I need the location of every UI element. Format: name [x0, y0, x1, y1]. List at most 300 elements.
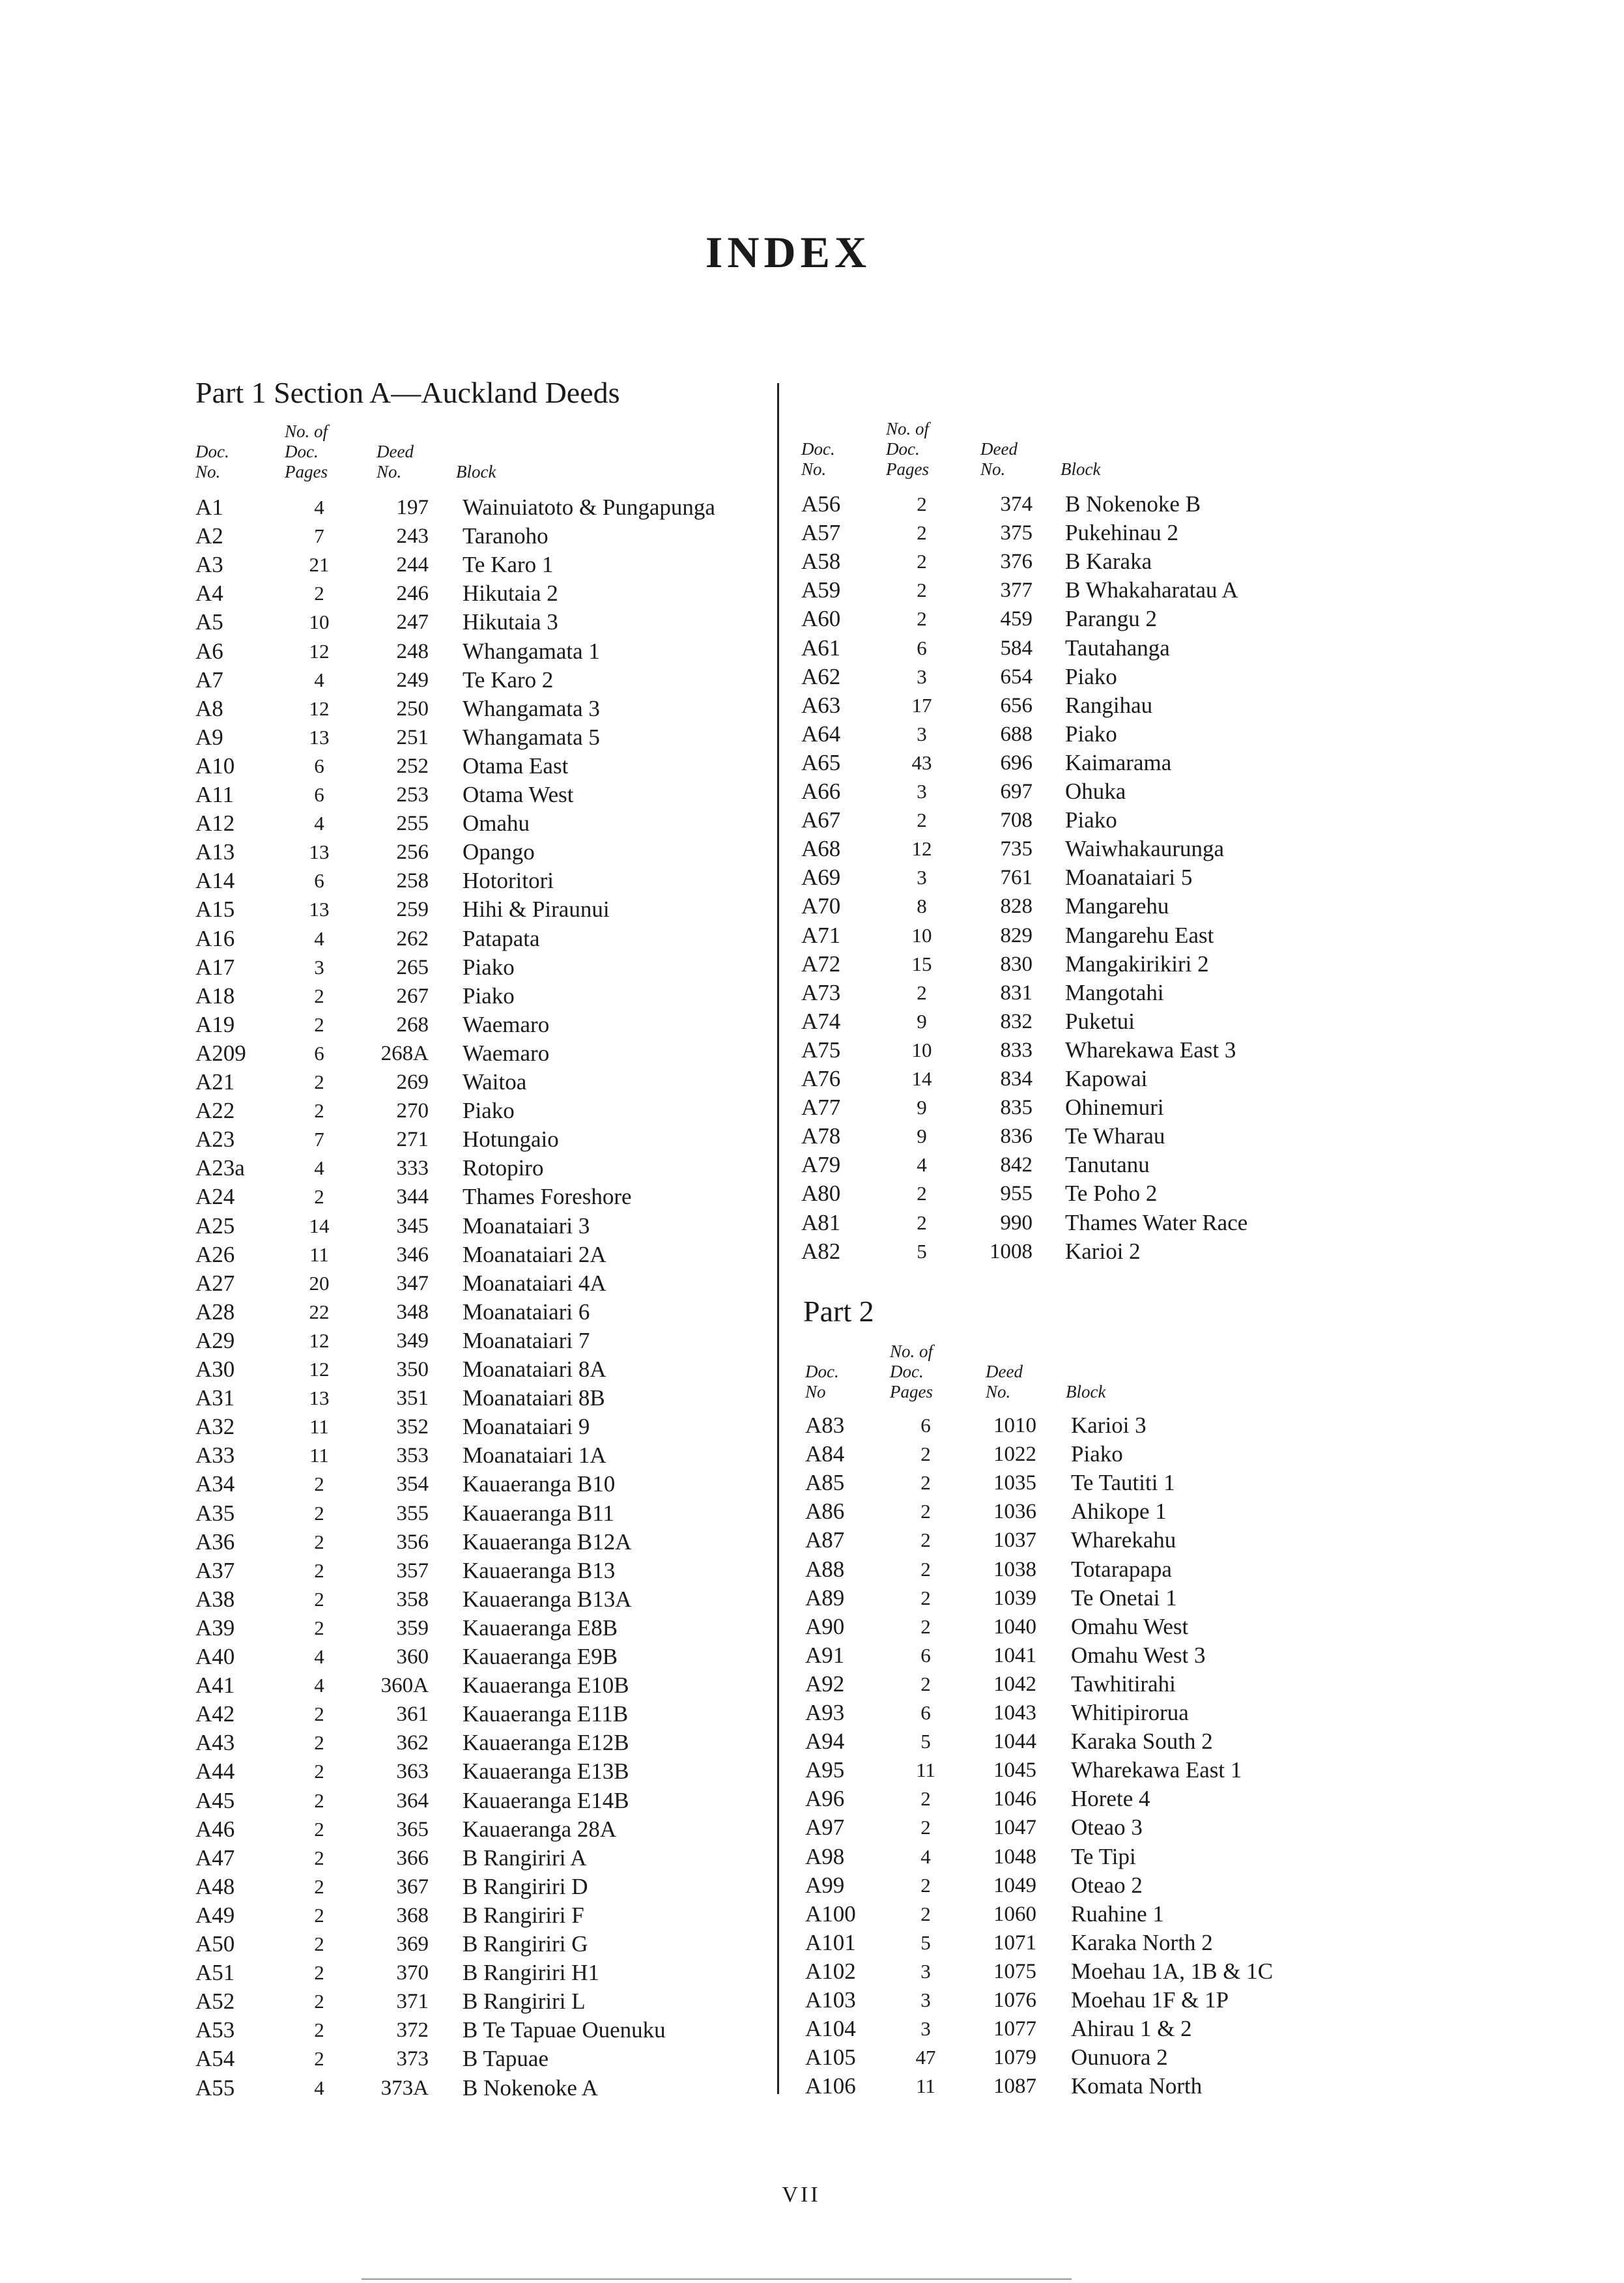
block-name: B Rangiriri A: [463, 1845, 587, 1871]
doc-pages: 2: [314, 1012, 324, 1036]
block-name: Moanataiari 4A: [463, 1270, 606, 1296]
deed-number: 360A: [380, 1674, 429, 1698]
doc-number: A89: [805, 1585, 845, 1611]
doc-pages: 2: [314, 2047, 324, 2071]
deed-number: 1035: [993, 1471, 1036, 1495]
doc-number: A36: [195, 1529, 235, 1555]
doc-number: A35: [195, 1500, 235, 1526]
deed-number: 252: [396, 754, 429, 778]
deed-number: 832: [1000, 1009, 1033, 1033]
block-name: Karaka South 2: [1071, 1729, 1213, 1755]
doc-number: A24: [195, 1184, 235, 1210]
deed-number: 1076: [993, 1989, 1036, 2012]
doc-number: A27: [195, 1270, 235, 1296]
doc-number: A18: [195, 983, 235, 1009]
doc-number: A77: [801, 1095, 841, 1121]
deed-number: 248: [396, 639, 429, 663]
doc-number: A90: [805, 1613, 845, 1639]
deed-number: 270: [396, 1099, 429, 1123]
deed-number: 373A: [380, 2076, 429, 2100]
doc-number: A52: [195, 1989, 235, 2015]
deed-number: 344: [396, 1185, 429, 1209]
doc-pages: 10: [309, 610, 330, 634]
doc-pages: 4: [314, 1156, 324, 1180]
deed-number: 761: [1000, 866, 1033, 890]
deed-number: 359: [396, 1616, 429, 1640]
deed-number: 828: [1000, 895, 1033, 919]
doc-number: A31: [195, 1385, 235, 1411]
deed-number: 1060: [993, 1902, 1036, 1926]
doc-number: A42: [195, 1701, 235, 1727]
block-name: Ohuka: [1065, 779, 1126, 804]
doc-pages: 2: [920, 1615, 931, 1638]
block-name: Kauaeranga E10B: [463, 1673, 629, 1699]
doc-pages: 8: [917, 895, 927, 918]
block-name: B Rangiriri D: [463, 1873, 588, 1899]
doc-pages: 2: [314, 582, 324, 605]
doc-pages: 6: [917, 636, 927, 659]
block-name: B Karaka: [1065, 549, 1152, 575]
doc-number: A56: [801, 491, 841, 517]
doc-number: A63: [801, 692, 841, 718]
block-name: Omahu: [463, 811, 530, 837]
doc-pages: 6: [920, 1414, 931, 1437]
deed-number: 697: [1000, 780, 1033, 803]
doc-pages: 2: [920, 1902, 931, 1925]
doc-number: A14: [195, 868, 235, 894]
doc-number: A38: [195, 1586, 235, 1612]
block-name: Piako: [463, 954, 515, 980]
block-name: B Nokenoke A: [463, 2075, 599, 2101]
deed-number: 347: [396, 1271, 429, 1295]
deed-number: 1048: [993, 1845, 1036, 1869]
block-name: Oteao 3: [1071, 1815, 1143, 1841]
deed-number: 376: [1000, 550, 1033, 574]
block-name: Waiwhakaurunga: [1065, 836, 1225, 862]
block-name: Kauaeranga B10: [463, 1471, 616, 1497]
doc-pages: 7: [314, 524, 324, 548]
doc-pages: 17: [911, 693, 932, 717]
header-deed-no: Deed No.: [980, 439, 1018, 479]
doc-number: A92: [805, 1671, 845, 1697]
deed-number: 656: [1000, 693, 1033, 717]
block-name: Oteao 2: [1071, 1872, 1143, 1898]
deed-number: 271: [396, 1128, 429, 1152]
block-name: B Rangiriri H1: [463, 1960, 599, 1986]
doc-number: A81: [801, 1209, 841, 1235]
doc-number: A47: [195, 1845, 235, 1871]
doc-pages: 2: [917, 550, 927, 573]
block-name: Te Poho 2: [1065, 1181, 1158, 1207]
deed-number: 830: [1000, 952, 1033, 976]
doc-number: A97: [805, 1815, 845, 1841]
block-name: Te Karo 2: [463, 667, 554, 693]
block-name: Hotoritori: [463, 868, 554, 894]
doc-pages: 4: [920, 1845, 931, 1868]
doc-number: A46: [195, 1816, 235, 1842]
header-doc-pages: No. of Doc. Pages: [285, 422, 328, 481]
doc-pages: 21: [309, 553, 330, 577]
column-divider: [777, 383, 779, 2094]
block-name: Thames Foreshore: [463, 1184, 632, 1210]
doc-pages: 2: [314, 1099, 324, 1123]
doc-pages: 10: [911, 1038, 932, 1061]
block-name: Wharekawa East 1: [1071, 1757, 1242, 1783]
deed-number: 1075: [993, 1959, 1036, 1983]
deed-number: 244: [396, 553, 429, 577]
doc-number: A5: [195, 609, 223, 635]
deed-number: 836: [1000, 1125, 1033, 1149]
block-name: Waemaro: [463, 1040, 550, 1066]
doc-number: A48: [195, 1873, 235, 1899]
doc-pages: 6: [314, 783, 324, 806]
doc-pages: 5: [920, 1730, 931, 1753]
doc-pages: 4: [314, 668, 324, 691]
block-name: Thames Water Race: [1065, 1209, 1248, 1235]
doc-pages: 7: [314, 1128, 324, 1151]
deed-number: 247: [396, 610, 429, 635]
deed-number: 253: [396, 783, 429, 807]
deed-number: 366: [396, 1846, 429, 1870]
doc-pages: 2: [917, 607, 927, 631]
block-name: Karioi 2: [1065, 1238, 1141, 1264]
doc-number: A86: [805, 1499, 845, 1525]
doc-number: A22: [195, 1098, 235, 1124]
doc-number: A93: [805, 1700, 845, 1725]
doc-pages: 10: [911, 923, 932, 947]
doc-pages: 2: [314, 1558, 324, 1582]
deed-number: 735: [1000, 837, 1033, 861]
deed-number: 842: [1000, 1153, 1033, 1177]
doc-pages: 5: [917, 1239, 927, 1263]
deed-number: 1045: [993, 1759, 1036, 1783]
deed-number: 375: [1000, 521, 1033, 545]
deed-number: 357: [396, 1558, 429, 1583]
deed-number: 358: [396, 1587, 429, 1611]
doc-pages: 4: [314, 496, 324, 519]
doc-number: A58: [801, 549, 841, 575]
doc-pages: 6: [314, 754, 324, 777]
doc-pages: 4: [314, 2076, 324, 2099]
block-name: Hihi & Piraunui: [463, 897, 610, 923]
doc-number: A78: [801, 1123, 841, 1149]
block-name: Tawhitirahi: [1071, 1671, 1176, 1697]
doc-number: A50: [195, 1931, 235, 1957]
block-name: Piako: [1071, 1441, 1123, 1467]
block-name: Ohinemuri: [1065, 1095, 1164, 1121]
doc-pages: 3: [917, 866, 927, 889]
doc-pages: 2: [314, 1903, 324, 1927]
doc-pages: 11: [916, 2075, 935, 2098]
doc-number: A98: [805, 1843, 845, 1869]
deed-number: 250: [396, 696, 429, 721]
block-name: Moanataiari 6: [463, 1299, 590, 1325]
doc-number: A100: [805, 1901, 856, 1927]
doc-pages: 4: [314, 812, 324, 835]
doc-pages: 12: [911, 837, 932, 861]
block-name: Mangakirikiri 2: [1065, 951, 1209, 977]
deed-number: 377: [1000, 579, 1033, 603]
block-name: Komata North: [1071, 2073, 1203, 2099]
block-name: Kauaeranga E12B: [463, 1730, 629, 1756]
page-number: VII: [782, 2183, 821, 2207]
block-name: Hikutaia 2: [463, 581, 558, 607]
doc-number: A66: [801, 779, 841, 804]
block-name: Moanataiari 1A: [463, 1443, 606, 1469]
doc-number: A76: [801, 1066, 841, 1091]
block-name: Ahirau 1 & 2: [1071, 2016, 1192, 2042]
doc-number: A21: [195, 1069, 235, 1095]
doc-pages: 2: [917, 981, 927, 1004]
doc-number: A11: [195, 782, 234, 807]
block-name: Kapowai: [1065, 1066, 1148, 1091]
deed-number: 370: [396, 1961, 429, 1985]
doc-number: A105: [805, 2045, 856, 2071]
doc-number: A79: [801, 1152, 841, 1178]
doc-pages: 14: [309, 1214, 330, 1237]
doc-pages: 11: [916, 1759, 935, 1782]
deed-number: 350: [396, 1358, 429, 1381]
doc-pages: 6: [920, 1701, 931, 1724]
doc-pages: 2: [917, 1182, 927, 1205]
block-name: Kauaeranga B12A: [463, 1529, 632, 1555]
deed-number: 355: [396, 1501, 429, 1525]
doc-number: A94: [805, 1729, 845, 1755]
block-name: Moanataiari 3: [463, 1213, 590, 1239]
block-name: Tanutanu: [1065, 1152, 1150, 1178]
doc-pages: 11: [309, 1242, 329, 1266]
doc-pages: 2: [314, 1185, 324, 1209]
doc-number: A40: [195, 1644, 235, 1669]
doc-pages: 3: [917, 665, 927, 688]
doc-pages: 2: [314, 1530, 324, 1553]
doc-number: A7: [195, 667, 223, 693]
deed-number: 1044: [993, 1730, 1036, 1754]
doc-pages: 3: [314, 955, 324, 979]
block-name: Hotungaio: [463, 1127, 559, 1153]
doc-pages: 4: [917, 1153, 927, 1177]
deed-number: 584: [1000, 636, 1033, 660]
deed-number: 368: [396, 1903, 429, 1927]
doc-number: A32: [195, 1414, 235, 1440]
header-block: Block: [1066, 1382, 1106, 1401]
block-name: Piako: [1065, 721, 1117, 747]
doc-pages: 3: [920, 2017, 931, 2041]
block-name: Totarapapa: [1071, 1556, 1172, 1582]
deed-number: 373: [396, 2047, 429, 2071]
block-name: Patapata: [463, 925, 540, 951]
block-name: Karioi 3: [1071, 1413, 1147, 1438]
doc-number: A68: [801, 836, 841, 862]
doc-pages: 2: [314, 2018, 324, 2042]
part2-heading: Part 2: [803, 1295, 874, 1328]
doc-number: A69: [801, 865, 841, 891]
block-name: Piako: [463, 983, 515, 1009]
deed-number: 372: [396, 2018, 429, 2043]
block-name: Wharekawa East 3: [1065, 1037, 1236, 1063]
bottom-rule: [362, 2278, 1072, 2280]
doc-number: A34: [195, 1471, 235, 1497]
block-name: Omahu West: [1071, 1613, 1189, 1639]
doc-pages: 2: [920, 1500, 931, 1523]
doc-number: A44: [195, 1759, 235, 1785]
doc-number: A62: [801, 663, 841, 689]
deed-number: 1043: [993, 1701, 1036, 1725]
doc-pages: 9: [917, 1096, 927, 1119]
deed-number: 1022: [993, 1443, 1036, 1467]
doc-pages: 43: [911, 751, 932, 774]
doc-number: A30: [195, 1357, 235, 1382]
doc-pages: 2: [314, 1874, 324, 1898]
block-name: Waemaro: [463, 1011, 550, 1037]
deed-number: 1079: [993, 2046, 1036, 2070]
doc-pages: 2: [920, 1787, 931, 1811]
doc-number: A103: [805, 1987, 856, 2013]
deed-number: 363: [396, 1760, 429, 1784]
deed-number: 246: [396, 582, 429, 606]
doc-pages: 13: [309, 1386, 330, 1410]
doc-pages: 22: [309, 1300, 330, 1323]
block-name: Moanataiari 8B: [463, 1385, 605, 1411]
block-name: Whangamata 1: [463, 638, 600, 664]
doc-pages: 9: [917, 1125, 927, 1148]
doc-number: A82: [801, 1238, 841, 1264]
block-name: B Rangiriri G: [463, 1931, 588, 1957]
doc-pages: 11: [309, 1444, 329, 1467]
block-name: Te Tipi: [1071, 1843, 1136, 1869]
deed-number: 349: [396, 1328, 429, 1353]
doc-pages: 3: [920, 1989, 931, 2011]
deed-number: 374: [1000, 493, 1033, 516]
doc-number: A19: [195, 1011, 235, 1037]
doc-number: A41: [195, 1673, 235, 1699]
doc-number: A53: [195, 2017, 235, 2043]
deed-number: 354: [396, 1472, 429, 1497]
doc-pages: 3: [917, 780, 927, 803]
block-name: Mangarehu: [1065, 893, 1169, 919]
block-name: B Rangiriri F: [463, 1902, 584, 1928]
deed-number: 265: [396, 955, 429, 979]
deed-number: 367: [396, 1874, 429, 1899]
deed-number: 1041: [993, 1643, 1036, 1667]
doc-pages: 12: [309, 696, 330, 720]
doc-pages: 2: [314, 1472, 324, 1496]
doc-number: A2: [195, 523, 223, 549]
doc-number: A54: [195, 2046, 235, 2072]
doc-number: A51: [195, 1960, 235, 1986]
deed-number: 346: [396, 1242, 429, 1267]
block-name: Te Karo 1: [463, 552, 554, 578]
block-name: Te Onetai 1: [1071, 1585, 1177, 1611]
doc-pages: 13: [309, 725, 330, 749]
doc-number: A73: [801, 979, 841, 1005]
deed-number: 249: [396, 668, 429, 692]
doc-number: A13: [195, 839, 235, 865]
doc-pages: 14: [911, 1067, 932, 1090]
doc-pages: 2: [920, 1471, 931, 1495]
block-name: Moanataiari 7: [463, 1327, 590, 1353]
doc-number: A17: [195, 954, 235, 980]
header-doc-no: Doc. No: [805, 1362, 839, 1401]
block-name: B Whakaharatau A: [1065, 577, 1238, 603]
deed-number: 255: [396, 812, 429, 836]
doc-pages: 2: [314, 1817, 324, 1841]
doc-pages: 13: [309, 840, 330, 864]
block-name: Moanataiari 9: [463, 1414, 590, 1440]
doc-pages: 2: [917, 493, 927, 515]
deed-number: 1008: [990, 1239, 1033, 1263]
block-name: Moanataiari 8A: [463, 1357, 606, 1382]
deed-number: 955: [1000, 1182, 1033, 1206]
doc-number: A26: [195, 1241, 235, 1267]
deed-number: 251: [396, 725, 429, 749]
doc-pages: 2: [314, 1731, 324, 1755]
block-name: Pukehinau 2: [1065, 520, 1179, 546]
doc-pages: 2: [920, 1443, 931, 1466]
doc-number: A99: [805, 1872, 845, 1898]
block-name: Kauaeranga E9B: [463, 1644, 618, 1669]
deed-number: 369: [396, 1932, 429, 1956]
block-name: Wharekahu: [1071, 1527, 1176, 1553]
deed-number: 1046: [993, 1787, 1036, 1811]
deed-number: 353: [396, 1444, 429, 1468]
doc-number: A104: [805, 2016, 856, 2042]
doc-pages: 12: [309, 639, 330, 663]
deed-number: 1037: [993, 1529, 1036, 1553]
deed-number: 361: [396, 1702, 429, 1727]
block-name: Kauaeranga B13A: [463, 1586, 632, 1612]
doc-pages: 20: [309, 1271, 330, 1295]
doc-pages: 6: [920, 1643, 931, 1667]
doc-number: A59: [801, 577, 841, 603]
deed-number: 259: [396, 898, 429, 922]
doc-pages: 2: [920, 1529, 931, 1552]
doc-number: A43: [195, 1730, 235, 1756]
header-doc-no: Doc. No.: [801, 439, 835, 479]
block-name: Horete 4: [1071, 1786, 1150, 1812]
doc-pages: 2: [314, 1501, 324, 1525]
deed-number: 834: [1000, 1067, 1033, 1091]
doc-number: A29: [195, 1327, 235, 1353]
doc-pages: 2: [314, 1788, 324, 1812]
block-name: B Tapuae: [463, 2046, 549, 2072]
doc-number: A33: [195, 1443, 235, 1469]
doc-number: A28: [195, 1299, 235, 1325]
doc-number: A60: [801, 606, 841, 632]
doc-pages: 2: [920, 1586, 931, 1609]
doc-number: A57: [801, 520, 841, 546]
block-name: Moehau 1F & 1P: [1071, 1987, 1229, 2013]
doc-pages: 6: [314, 869, 324, 893]
doc-pages: 2: [920, 1557, 931, 1581]
block-name: Kauaeranga 28A: [463, 1816, 617, 1842]
doc-number: A10: [195, 753, 235, 779]
doc-pages: 6: [314, 1041, 324, 1065]
doc-pages: 13: [309, 898, 330, 921]
block-name: Moanataiari 2A: [463, 1241, 606, 1267]
block-name: Whitipirorua: [1071, 1700, 1189, 1725]
doc-pages: 4: [314, 1645, 324, 1668]
doc-number: A91: [805, 1642, 845, 1668]
deed-number: 362: [396, 1731, 429, 1755]
block-name: Taranoho: [463, 523, 548, 549]
deed-number: 348: [396, 1300, 429, 1324]
deed-number: 333: [396, 1156, 429, 1181]
block-name: Waitoa: [463, 1069, 527, 1095]
part1-heading: Part 1 Section A—Auckland Deeds: [195, 376, 620, 409]
deed-number: 708: [1000, 809, 1033, 833]
block-name: Tautahanga: [1065, 635, 1170, 661]
